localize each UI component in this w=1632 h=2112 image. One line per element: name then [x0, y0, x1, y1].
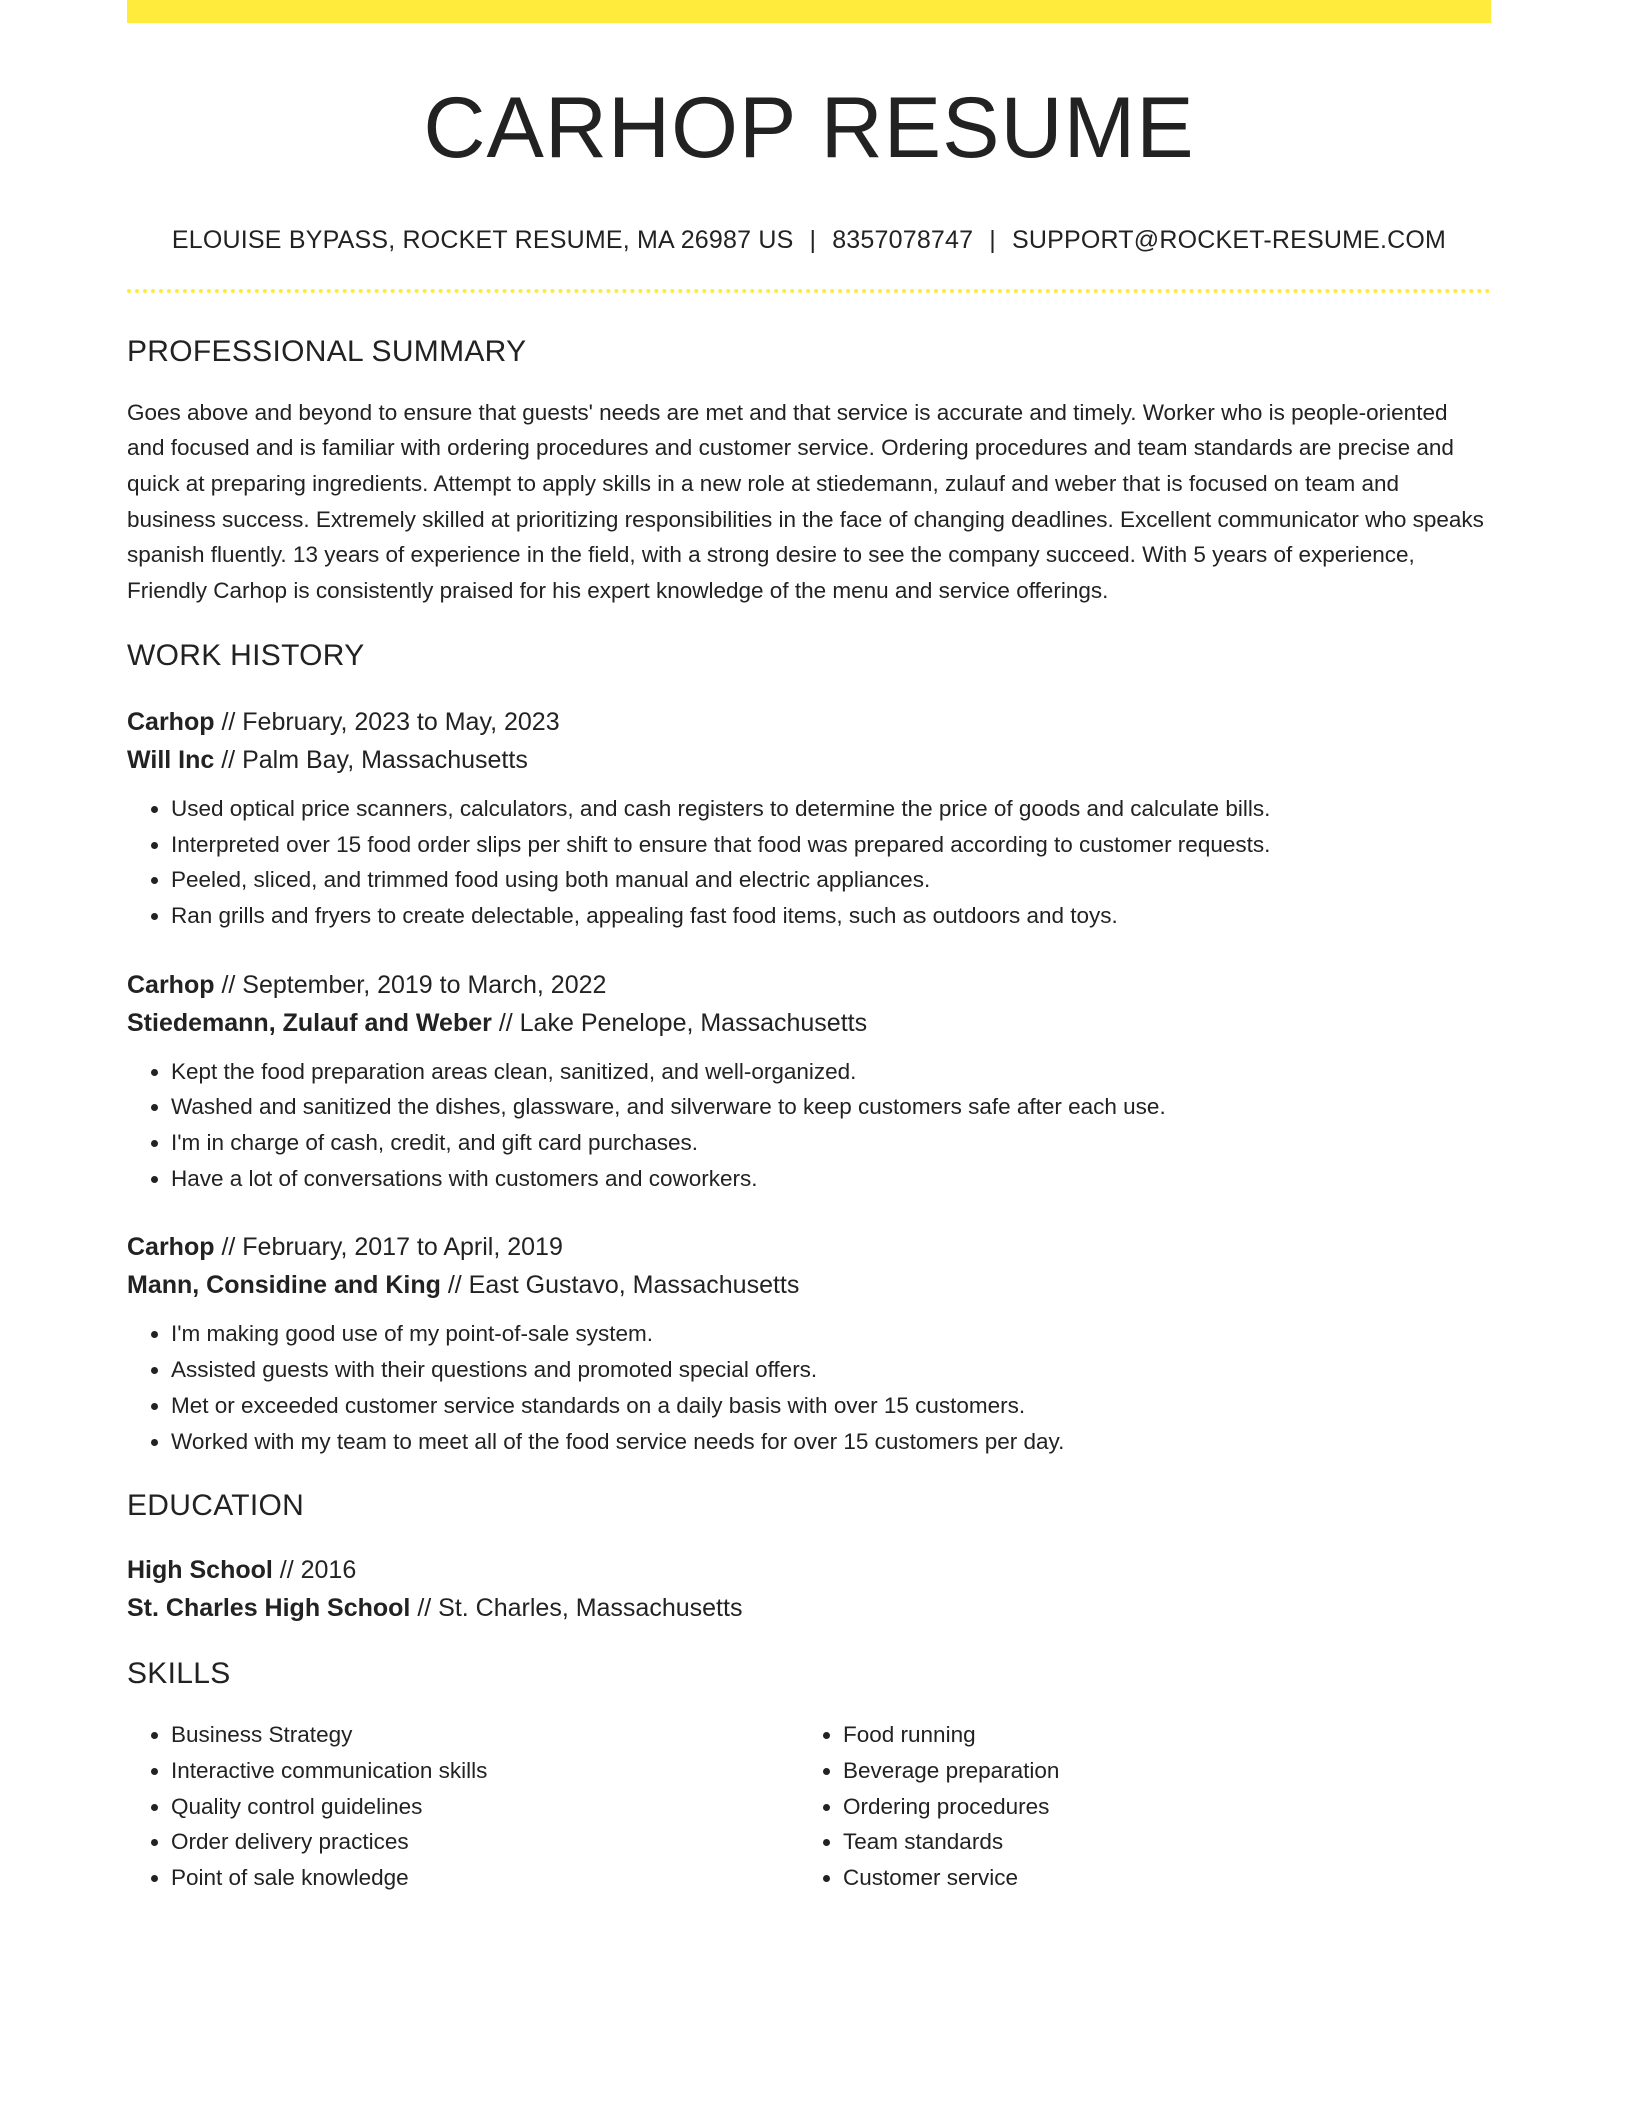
dotted-divider [127, 289, 1491, 293]
skill-item: • Ordering procedures [843, 1789, 1471, 1825]
education-location: // St. Charles, Massachusetts [410, 1594, 743, 1623]
job-location: // Palm Bay, Massachusetts [214, 745, 528, 774]
education-entry [127, 1551, 1491, 1627]
job-dates: // September, 2019 to March, 2022 [214, 970, 607, 999]
job-company: Stiedemann, Zulauf and Weber [127, 1008, 492, 1037]
job-company-line [127, 1004, 1491, 1042]
resume-title: CARHOP RESUME [423, 80, 1195, 176]
education-school-line [127, 1589, 1491, 1627]
skill-item: • Team standards [843, 1824, 1471, 1860]
job-title-line [127, 1228, 1491, 1266]
job-bullet: • I'm in charge of cash, credit, and gift card purchases. [171, 1125, 1491, 1161]
education-degree-line [127, 1551, 1491, 1589]
summary-heading: PROFESSIONAL SUMMARY [127, 334, 527, 368]
contact-phone[interactable]: 8357078747 [832, 225, 974, 254]
contact-separator: | [809, 225, 817, 254]
job-company-line [127, 1266, 1491, 1304]
job-entry [127, 966, 1491, 1197]
skill-item: • Food running [843, 1717, 1471, 1753]
job-company-line [127, 741, 1491, 779]
job-entry [127, 703, 1491, 934]
job-bullet: • Assisted guests with their questions and promoted special offers. [171, 1352, 1491, 1388]
job-bullet: • Washed and sanitized the dishes, glassware, and silverware to keep customers safe after each use. [171, 1089, 1491, 1125]
job-dates: // February, 2017 to April, 2019 [214, 1233, 563, 1262]
job-title: Carhop [127, 1233, 215, 1262]
job-bullet: • Interpreted over 15 food order slips per shift to ensure that food was prepared according to customer requests. [171, 827, 1491, 863]
job-bullet: • Used optical price scanners, calculators, and cash registers to determine the price of goods and calculate bills. [171, 791, 1491, 827]
skill-item: • Quality control guidelines [171, 1789, 799, 1825]
job-dates: // February, 2023 to May, 2023 [214, 707, 560, 736]
job-location: // East Gustavo, Massachusetts [440, 1271, 800, 1300]
job-bullet: • Have a lot of conversations with customers and coworkers. [171, 1161, 1491, 1197]
skills-list-left [127, 1717, 799, 1896]
job-title: Carhop [127, 970, 215, 999]
job-bullets [127, 1316, 1491, 1459]
education-heading: EDUCATION [127, 1489, 305, 1523]
skills-list-right [799, 1717, 1471, 1896]
contact-email[interactable]: SUPPORT@ROCKET-RESUME.COM [1011, 225, 1447, 254]
education-year: // 2016 [272, 1556, 357, 1585]
job-title-line [127, 966, 1491, 1004]
job-bullet: • Ran grills and fryers to create delectable, appealing fast food items, such as outdoors and toys. [171, 898, 1491, 934]
job-bullet: • Met or exceeded customer service standards on a daily basis with over 15 customers. [171, 1388, 1491, 1424]
job-bullet: • Kept the food preparation areas clean, sanitized, and well-organized. [171, 1054, 1491, 1090]
job-bullet: • Worked with my team to meet all of the food service needs for over 15 customers per day. [171, 1424, 1491, 1460]
job-bullet: • I'm making good use of my point-of-sale system. [171, 1316, 1491, 1352]
skill-item: • Beverage preparation [843, 1753, 1471, 1789]
job-bullet: • Peeled, sliced, and trimmed food using both manual and electric appliances. [171, 862, 1491, 898]
job-bullets [127, 1054, 1491, 1197]
skill-item: • Order delivery practices [171, 1824, 799, 1860]
contact-line [127, 226, 1491, 255]
education-degree: High School [127, 1556, 273, 1585]
skill-item: • Business Strategy [171, 1717, 799, 1753]
skills-columns [127, 1717, 1491, 1896]
contact-address: ELOUISE BYPASS, ROCKET RESUME, MA 26987 US [171, 225, 794, 254]
education-school: St. Charles High School [127, 1594, 411, 1623]
accent-top-bar [127, 0, 1491, 23]
summary-text: Goes above and beyond to ensure that guests' needs are met and that service is accurate and timely. Worker who is people-oriented and focused and is familiar with ordering procedures and customer service. Ordering procedures and team standards are precise and quick at preparing ingredients. Attempt to apply skills in a new role at stiedemann, zulauf and weber that is focused on team and business success. Extremely skilled at prioritizing responsibilities in the face of changing deadlines. Excellent communicator who speaks spanish fluently. 13 years of experience in the field, with a strong desire to see the company succeed. With 5 years of experience, Friendly Carhop is consistently praised for his expert knowledge of the menu and service offerings. [127, 399, 1484, 604]
job-title-line [127, 703, 1491, 741]
job-company: Will Inc [127, 745, 215, 774]
job-bullets [127, 791, 1491, 934]
work-history-heading: WORK HISTORY [127, 638, 365, 672]
skill-item: • Interactive communication skills [171, 1753, 799, 1789]
skill-item: • Point of sale knowledge [171, 1860, 799, 1896]
job-entry [127, 1228, 1491, 1459]
skills-heading: SKILLS [127, 1657, 231, 1691]
job-company: Mann, Considine and King [127, 1271, 441, 1300]
job-location: // Lake Penelope, Massachusetts [491, 1008, 868, 1037]
contact-separator: | [989, 225, 996, 254]
skill-item: • Customer service [843, 1860, 1471, 1896]
resume-page [127, 0, 1491, 1896]
job-title: Carhop [127, 707, 215, 736]
